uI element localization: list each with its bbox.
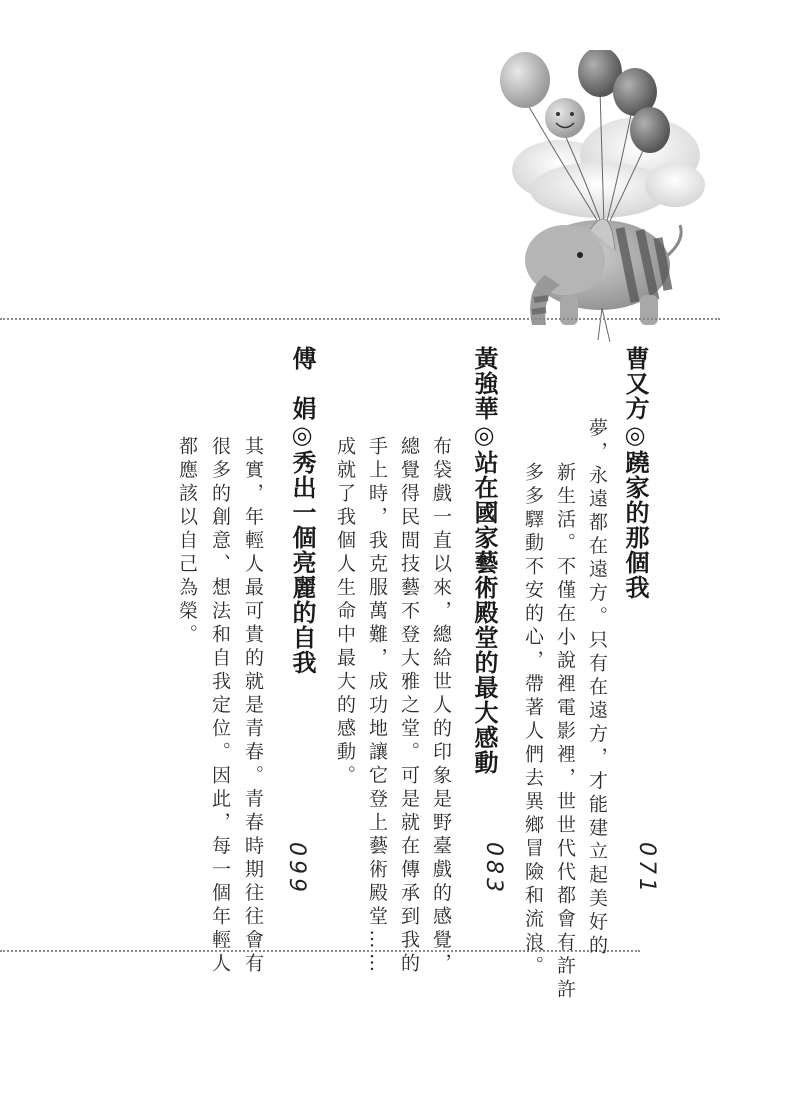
page-number: 071: [634, 842, 659, 896]
entry-text-line: 都應該以自己為榮。: [176, 436, 198, 648]
entry-separator: ◎: [470, 421, 498, 450]
entry-text-line: 很多的創意、想法和自我定位。因此，每一個年輕人: [209, 436, 231, 977]
entry-author: 傅 娟: [288, 346, 316, 421]
entry-title: 蹺家的那個我: [621, 450, 649, 600]
entry-separator: ◎: [288, 421, 316, 450]
entry-text-line: 夢，永遠都在遠方。只有在遠方，才能建立起美好的: [586, 418, 608, 959]
balloons: [500, 50, 670, 153]
entry-heading: [618, 346, 653, 600]
entry-text-line: 布袋戲一直以來，總給世人的印象是野臺戲的感覺，: [430, 436, 452, 977]
entry-separator: ◎: [621, 421, 649, 450]
entry-text-line: 手上時，我克服萬難，成功地讓它登上藝術殿堂……: [366, 436, 388, 977]
dotted-divider-top: [0, 318, 720, 320]
page-number: 083: [481, 842, 506, 896]
entry-text-line: 總覺得民間技藝不登大雅之堂。可是就在傳承到我的: [398, 436, 420, 977]
entry-text-line: 其實，年輕人最可貴的就是青春。青春時期往往會有: [242, 436, 264, 977]
cloud-shape: [512, 117, 705, 218]
entry-text-line: 成就了我個人生命中最大的感動。: [334, 436, 356, 789]
entry-author: 黃強華: [470, 346, 498, 421]
entry-title: 秀出一個亮麗的自我: [288, 450, 316, 675]
entry-text-line: 多多驛動不安的心，帶著人們去異鄉冒險和流浪。: [522, 462, 544, 979]
entry-heading: [467, 346, 502, 775]
entry-text-line: 新生活。不僅在小說裡電影裡，世世代代都會有許許: [554, 462, 576, 1003]
elephant-figure: [525, 219, 681, 342]
page-number: 099: [284, 842, 309, 896]
elephant-balloons-illustration: [490, 50, 720, 350]
entry-author: 曹又方: [621, 346, 649, 421]
entry-title: 站在國家藝術殿堂的最大感動: [470, 450, 498, 775]
entry-heading: [285, 346, 320, 675]
